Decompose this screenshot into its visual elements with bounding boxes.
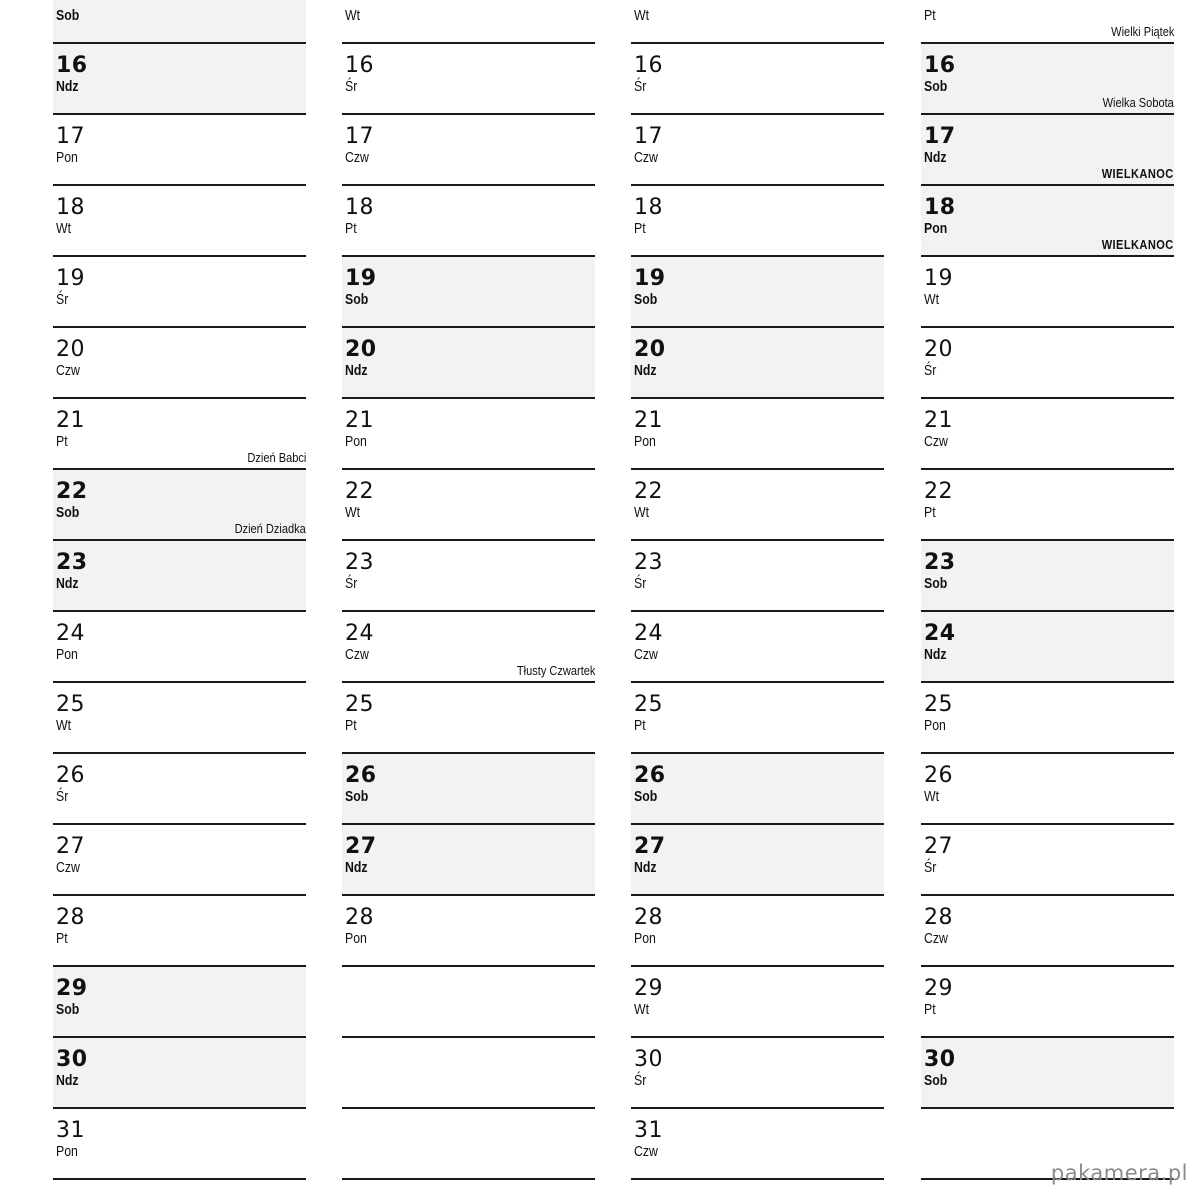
- day-row: [53, 115, 306, 186]
- weekday-name: Pon: [345, 930, 367, 947]
- weekday-name: Sob: [924, 575, 948, 592]
- day-row: [342, 754, 595, 825]
- day-row: [921, 115, 1174, 186]
- day-number: 21: [56, 408, 85, 433]
- day-row: [921, 967, 1174, 1038]
- day-number: 25: [56, 692, 85, 717]
- day-row: [631, 541, 884, 612]
- day-row: [921, 612, 1174, 683]
- holiday-label: WIELKANOC: [1102, 166, 1174, 181]
- day-number: 28: [56, 905, 85, 930]
- day-number: 26: [634, 763, 666, 788]
- day-row: [342, 470, 595, 541]
- day-row: [921, 470, 1174, 541]
- day-row: [631, 896, 884, 967]
- day-row: [921, 399, 1174, 470]
- day-row: [631, 825, 884, 896]
- day-row: [921, 186, 1174, 257]
- day-row: [342, 683, 595, 754]
- day-number: 25: [924, 692, 953, 717]
- day-number: 18: [634, 195, 663, 220]
- weekday-name: Wt: [634, 504, 650, 521]
- day-row: [631, 967, 884, 1038]
- day-number: 24: [634, 621, 663, 646]
- day-row: [342, 1109, 595, 1180]
- weekday-name: Czw: [634, 646, 658, 663]
- day-row: [631, 754, 884, 825]
- day-number: 30: [924, 1047, 956, 1072]
- month-column-3: [631, 0, 884, 1180]
- day-number: 18: [924, 195, 956, 220]
- day-row: [631, 0, 884, 44]
- day-number: 22: [634, 479, 663, 504]
- day-row: [53, 825, 306, 896]
- weekday-name: Czw: [634, 1143, 658, 1160]
- day-number: 17: [634, 124, 663, 149]
- day-number: 24: [924, 621, 956, 646]
- weekday-name: Ndz: [56, 78, 79, 95]
- weekday-name: Sob: [634, 291, 658, 308]
- day-number: 19: [56, 266, 85, 291]
- weekday-name: Sob: [56, 7, 80, 24]
- weekday-name: Czw: [56, 362, 80, 379]
- day-row: [53, 967, 306, 1038]
- watermark: pakamera.pl: [1050, 1161, 1188, 1185]
- weekday-name: Pon: [345, 433, 367, 450]
- weekday-name: Ndz: [345, 362, 368, 379]
- weekday-name: Śr: [345, 78, 358, 95]
- weekday-name: Pon: [56, 646, 78, 663]
- day-row: [631, 186, 884, 257]
- weekday-name: Pon: [924, 717, 946, 734]
- day-row: [342, 1038, 595, 1109]
- day-number: 27: [345, 834, 377, 859]
- day-number: 26: [56, 763, 85, 788]
- weekday-name: Wt: [924, 291, 940, 308]
- weekday-name: Wt: [56, 220, 72, 237]
- day-row: [631, 257, 884, 328]
- weekday-name: Pt: [634, 220, 646, 237]
- day-row: [53, 328, 306, 399]
- holiday-label: Tłusty Czwartek: [516, 663, 595, 678]
- day-number: 25: [345, 692, 374, 717]
- day-number: 31: [56, 1118, 85, 1143]
- weekday-name: Śr: [924, 859, 937, 876]
- day-number: 26: [924, 763, 953, 788]
- day-row: [342, 612, 595, 683]
- day-number: 20: [56, 337, 85, 362]
- day-number: 27: [924, 834, 953, 859]
- weekday-name: Wt: [924, 788, 940, 805]
- weekday-name: Ndz: [634, 362, 657, 379]
- day-number: 29: [924, 976, 953, 1001]
- weekday-name: Czw: [345, 646, 369, 663]
- weekday-name: Pon: [634, 930, 656, 947]
- weekday-name: Czw: [924, 930, 948, 947]
- holiday-label: Wielka Sobota: [1102, 95, 1174, 110]
- holiday-label: Wielki Piątek: [1110, 24, 1174, 39]
- day-number: 24: [345, 621, 374, 646]
- weekday-name: Pt: [924, 504, 936, 521]
- day-number: 30: [56, 1047, 88, 1072]
- day-number: 21: [345, 408, 374, 433]
- day-row: [53, 470, 306, 541]
- day-row: [53, 1038, 306, 1109]
- day-row: [53, 1109, 306, 1180]
- day-number: 20: [924, 337, 953, 362]
- day-row: [53, 896, 306, 967]
- weekday-name: Wt: [345, 504, 361, 521]
- day-row: [53, 754, 306, 825]
- day-number: 30: [634, 1047, 663, 1072]
- day-number: 28: [345, 905, 374, 930]
- day-row: [342, 328, 595, 399]
- day-number: 28: [924, 905, 953, 930]
- weekday-name: Pon: [56, 149, 78, 166]
- day-row: [921, 0, 1174, 44]
- day-number: 21: [634, 408, 663, 433]
- day-row: [921, 825, 1174, 896]
- day-number: 22: [56, 479, 88, 504]
- day-number: 19: [924, 266, 953, 291]
- day-number: 19: [634, 266, 666, 291]
- day-number: 16: [634, 53, 663, 78]
- month-column-1: [53, 0, 306, 1180]
- weekday-name: Śr: [345, 575, 358, 592]
- weekday-name: Pt: [345, 717, 357, 734]
- day-row: [631, 328, 884, 399]
- holiday-label: Dzień Dziadka: [234, 521, 306, 536]
- day-number: 27: [634, 834, 666, 859]
- day-row: [342, 896, 595, 967]
- weekday-name: Śr: [56, 291, 69, 308]
- day-number: 17: [56, 124, 85, 149]
- day-number: 17: [924, 124, 956, 149]
- weekday-name: Pon: [924, 220, 948, 237]
- day-row: [921, 44, 1174, 115]
- weekday-name: Sob: [56, 1001, 80, 1018]
- day-row: [342, 186, 595, 257]
- weekday-name: Czw: [924, 433, 948, 450]
- weekday-name: Pt: [924, 1001, 936, 1018]
- day-row: [631, 399, 884, 470]
- day-number: 17: [345, 124, 374, 149]
- weekday-name: Śr: [634, 1072, 647, 1089]
- weekday-name: Pt: [634, 717, 646, 734]
- day-number: 25: [634, 692, 663, 717]
- weekday-name: Ndz: [924, 646, 947, 663]
- day-row: [631, 683, 884, 754]
- day-row: [53, 186, 306, 257]
- day-row: [53, 612, 306, 683]
- day-row: [631, 1038, 884, 1109]
- weekday-name: Sob: [56, 504, 80, 521]
- day-number: 20: [345, 337, 377, 362]
- weekday-name: Sob: [634, 788, 658, 805]
- month-column-4: [921, 0, 1174, 1180]
- weekday-name: Pon: [634, 433, 656, 450]
- weekday-name: Pt: [56, 433, 68, 450]
- weekday-name: Ndz: [56, 575, 79, 592]
- weekday-name: Ndz: [634, 859, 657, 876]
- holiday-label: WIELKANOC: [1102, 237, 1174, 252]
- day-number: 19: [345, 266, 377, 291]
- day-row: [53, 683, 306, 754]
- day-number: 22: [924, 479, 953, 504]
- day-row: [342, 967, 595, 1038]
- day-row: [631, 470, 884, 541]
- weekday-name: Pt: [924, 7, 936, 24]
- day-row: [342, 399, 595, 470]
- day-number: 16: [924, 53, 956, 78]
- day-row: [921, 328, 1174, 399]
- weekday-name: Czw: [345, 149, 369, 166]
- weekday-name: Sob: [345, 291, 369, 308]
- day-row: [342, 257, 595, 328]
- weekday-name: Sob: [924, 78, 948, 95]
- day-row: [53, 541, 306, 612]
- day-row: [921, 683, 1174, 754]
- day-row: [631, 612, 884, 683]
- day-number: 27: [56, 834, 85, 859]
- day-number: 31: [634, 1118, 663, 1143]
- weekday-name: Wt: [634, 1001, 650, 1018]
- day-row: [53, 399, 306, 470]
- weekday-name: Ndz: [56, 1072, 79, 1089]
- day-number: 18: [345, 195, 374, 220]
- day-number: 23: [924, 550, 956, 575]
- weekday-name: Sob: [345, 788, 369, 805]
- weekday-name: Wt: [345, 7, 361, 24]
- day-number: 23: [56, 550, 88, 575]
- weekday-name: Śr: [634, 575, 647, 592]
- day-number: 16: [56, 53, 88, 78]
- day-row: [342, 541, 595, 612]
- weekday-name: Śr: [924, 362, 937, 379]
- weekday-name: Śr: [56, 788, 69, 805]
- weekday-name: Ndz: [345, 859, 368, 876]
- weekday-name: Czw: [56, 859, 80, 876]
- weekday-name: Pt: [345, 220, 357, 237]
- day-number: 29: [56, 976, 88, 1001]
- day-row: [921, 1038, 1174, 1109]
- day-row: [921, 257, 1174, 328]
- day-number: 22: [345, 479, 374, 504]
- month-column-2: [342, 0, 595, 1180]
- day-number: 28: [634, 905, 663, 930]
- weekday-name: Ndz: [924, 149, 947, 166]
- weekday-name: Sob: [924, 1072, 948, 1089]
- day-row: [342, 115, 595, 186]
- weekday-name: Wt: [634, 7, 650, 24]
- day-row: [53, 44, 306, 115]
- weekday-name: Wt: [56, 717, 72, 734]
- day-number: 21: [924, 408, 953, 433]
- weekday-name: Czw: [634, 149, 658, 166]
- weekday-name: Pon: [56, 1143, 78, 1160]
- day-row: [342, 44, 595, 115]
- weekday-name: Śr: [634, 78, 647, 95]
- day-row: [53, 0, 306, 44]
- day-row: [53, 257, 306, 328]
- day-row: [342, 825, 595, 896]
- day-row: [342, 0, 595, 44]
- day-row: [921, 754, 1174, 825]
- day-row: [631, 1109, 884, 1180]
- day-number: 23: [345, 550, 374, 575]
- day-number: 20: [634, 337, 666, 362]
- day-number: 16: [345, 53, 374, 78]
- day-number: 18: [56, 195, 85, 220]
- holiday-label: Dzień Babci: [247, 450, 306, 465]
- day-row: [921, 896, 1174, 967]
- day-number: 26: [345, 763, 377, 788]
- day-number: 23: [634, 550, 663, 575]
- day-number: 29: [634, 976, 663, 1001]
- weekday-name: Pt: [56, 930, 68, 947]
- day-row: [631, 115, 884, 186]
- day-row: [631, 44, 884, 115]
- day-row: [921, 541, 1174, 612]
- day-number: 24: [56, 621, 85, 646]
